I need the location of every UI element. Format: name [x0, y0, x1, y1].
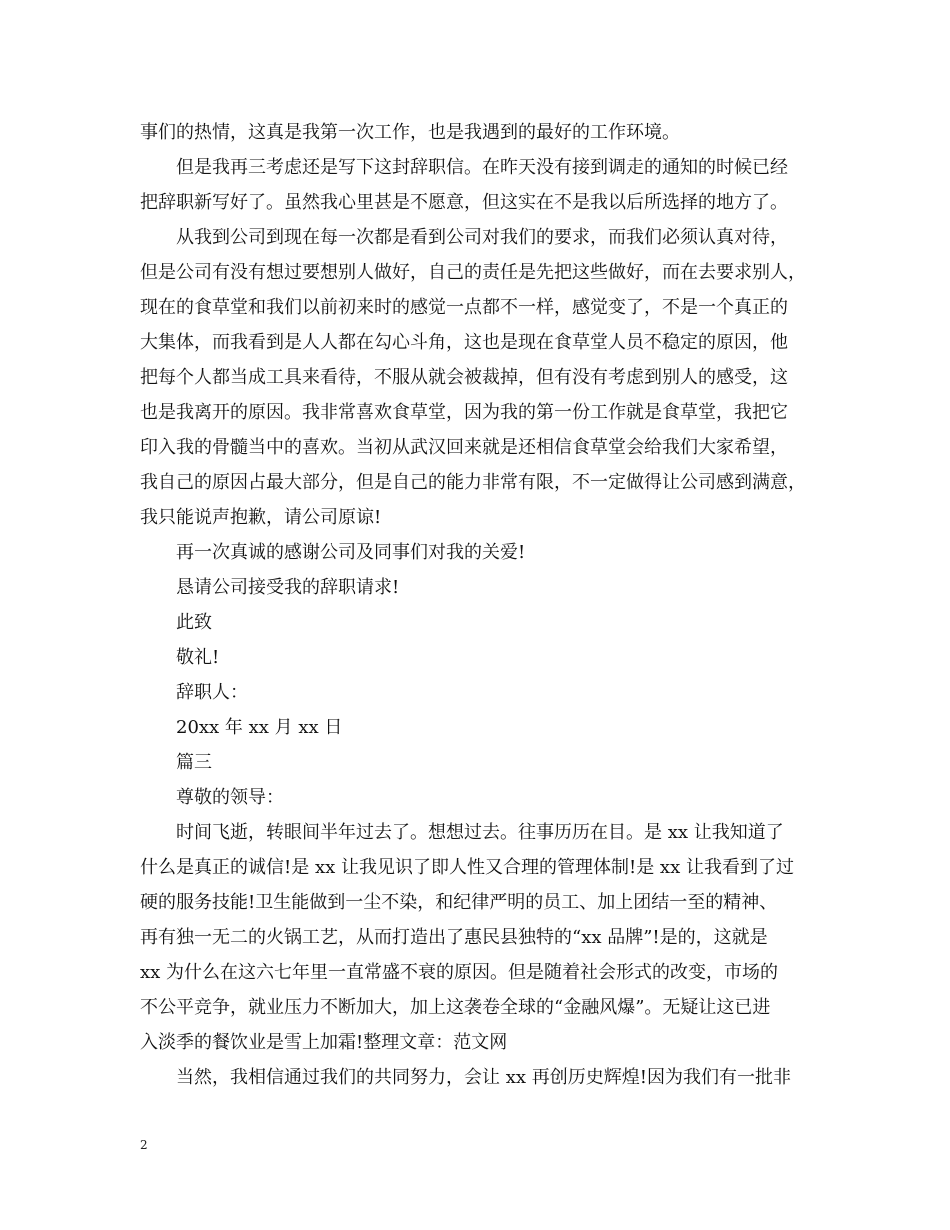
text-line: 再一次真诚的感谢公司及同事们对我的关爱! — [176, 542, 526, 563]
text-line: 再有独一无二的火锅工艺，从而打造出了惠民县独特的“xx 品牌”!是的，这就是 — [140, 927, 768, 948]
text-line: xx 为什么在这六七年里一直常盛不衰的原因。但是随着社会形式的改变，市场的 — [140, 962, 779, 983]
section-heading: 篇三 — [176, 752, 212, 773]
page-number: 2 — [140, 1138, 148, 1152]
text-line: 大集体，而我看到是人人都在勾心斗角，这也是现在食草堂人员不稳定的原因，他 — [140, 332, 788, 353]
text-line: 硬的服务技能!卫生能做到一尘不染，和纪律严明的员工、加上团结一至的精神、 — [140, 892, 778, 913]
text-line: 也是我离开的原因。我非常喜欢食草堂，因为我的第一份工作就是食草堂，我把它 — [140, 402, 788, 423]
text-line: 把辞职新写好了。虽然我心里甚是不愿意，但这实在不是我以后所选择的地方了。 — [140, 192, 788, 213]
text-line: 我只能说声抱歉，请公司原谅! — [140, 507, 382, 528]
text-line: 我自己的原因占最大部分，但是自己的能力非常有限，不一定做得让公司感到满意， — [140, 472, 806, 493]
text-line: 入淡季的餐饮业是雪上加霜!整理文章：范文网 — [140, 1032, 508, 1053]
text-line: 不公平竞争，就业压力不断加大，加上这袭卷全球的“金融风爆”。无疑让这已进 — [140, 997, 771, 1018]
text-line: 辞职人： — [176, 682, 248, 703]
text-line: 什么是真正的诚信!是 xx 让我见识了即人性又合理的管理体制!是 xx 让我看到了过 — [140, 857, 794, 878]
text-line: 当然，我相信通过我们的共同努力，会让 xx 再创历史辉煌!因为我们有一批非 — [176, 1067, 791, 1088]
text-line: 但是公司有没有想过要想别人做好，自己的责任是先把这些做好，而在去要求别人， — [140, 262, 806, 283]
salutation: 尊敬的领导： — [176, 787, 284, 808]
text-line: 此致 — [176, 612, 212, 633]
text-line: 敬礼! — [176, 647, 220, 668]
text-line: 印入我的骨髓当中的喜欢。当初从武汉回来就是还相信食草堂会给我们大家希望， — [140, 437, 788, 458]
text-line: 事们的热情，这真是我第一次工作，也是我遇到的最好的工作环境。 — [140, 122, 680, 143]
text-line: 从我到公司到现在每一次都是看到公司对我们的要求，而我们必须认真对待， — [176, 227, 788, 248]
text-line: 把每个人都当成工具来看待，不服从就会被裁掉，但有没有考虑到别人的感受，这 — [140, 367, 788, 388]
text-line: 时间飞逝，转眼间半年过去了。想想过去。往事历历在目。是 xx 让我知道了 — [176, 822, 784, 843]
text-line: 20xx 年 xx 月 xx 日 — [176, 717, 343, 738]
text-line: 恳请公司接受我的辞职请求! — [176, 577, 400, 598]
document-body — [140, 115, 830, 1095]
text-line: 现在的食草堂和我们以前初来时的感觉一点都不一样，感觉变了，不是一个真正的 — [140, 297, 788, 318]
text-line: 但是我再三考虑还是写下这封辞职信。在昨天没有接到调走的通知的时候已经 — [176, 157, 788, 178]
